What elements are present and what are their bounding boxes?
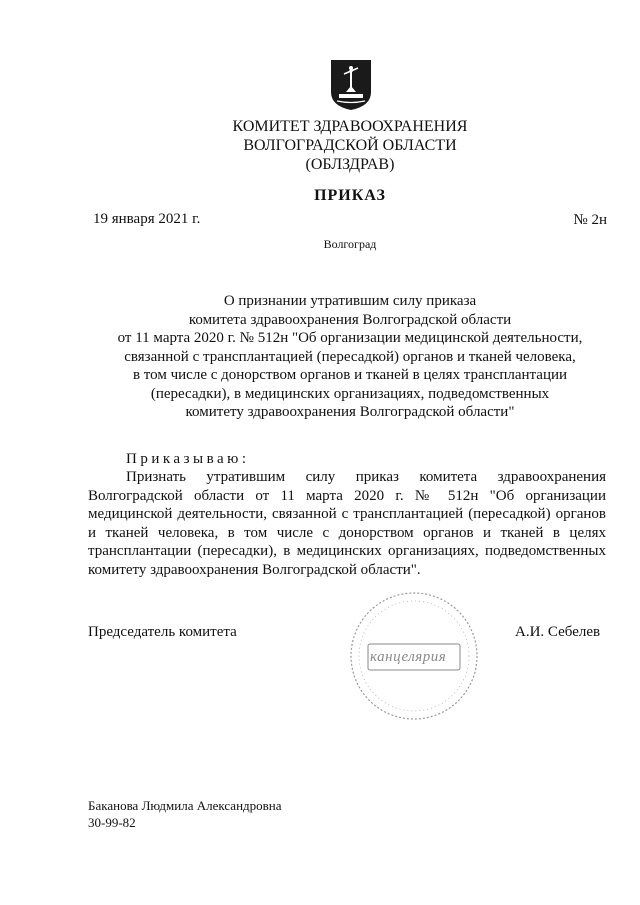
subject-line: от 11 марта 2020 г. № 512н "Об организации медицинской деятельности, [117,330,583,346]
order-date: 19 января 2021 г. [93,211,201,227]
executor-block [88,797,282,831]
decree-word: Приказываю: [126,451,250,467]
order-subject [0,292,640,422]
subject-line: комитета здравоохранения Волгоградской области [188,311,512,328]
subject-line: (пересадки), в медицинских организациях, подведомственных [150,385,550,402]
volgograd-region-emblem-icon [329,58,373,112]
signatory-name: А.И. Себелев [515,624,601,640]
signatory-role: Председатель комитета [88,624,237,640]
stamp-text: канцелярия [370,649,447,665]
executor-name: Баканова Людмила Александровна [88,798,282,813]
subject-line: О признании утратившим силу приказа [223,293,477,309]
subject-line: связанной с трансплантацией (пересадкой) органов и тканей человека, [124,348,576,365]
order-title: ПРИКАЗ [314,187,386,204]
subject-line: комитету здравоохранения Волгоградской области" [185,404,515,420]
executor-phone: 30-99-82 [88,815,136,830]
order-number: № 2н [573,212,607,228]
order-city: Волгоград [323,237,377,251]
organization-header [0,117,640,174]
org-name-line-2: ВОЛГОГРАДСКОЙ ОБЛАСТИ [243,137,457,154]
order-body-text: Признать утратившим силу приказ комитета здравоохранения Волгоградской области от 11 марта 2020 г. № 512н "Об организации медицинской деятельности, связанной с трансплантацией (пересадкой) органов и тканей человека, в том числе с донорством органов и тканей в целях трансплантации (пересадки), в медицинских организациях, подведомственных комитету здравоохранения Волгоградской области". [88,469,606,578]
org-name-line-1: КОМИТЕТ ЗДРАВООХРАНЕНИЯ [232,118,468,135]
org-name-line-3: (ОБЛЗДРАВ) [305,156,395,173]
subject-line: в том числе с донорством органов и тканей в целях трансплантации [132,367,568,383]
